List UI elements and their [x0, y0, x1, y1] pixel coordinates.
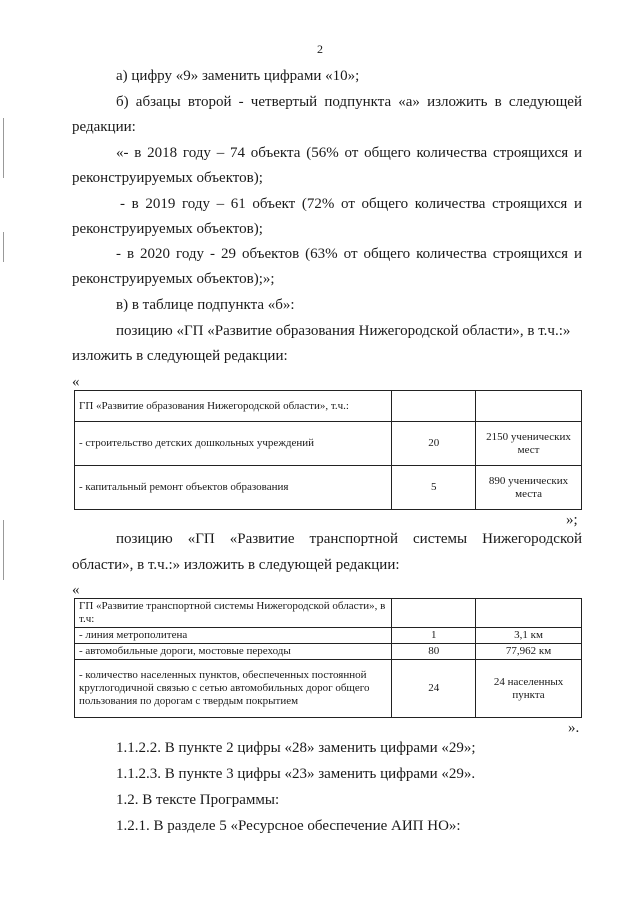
table-cell-unit: 890 ученических места [476, 466, 582, 510]
table2-open-quote: « [72, 582, 80, 598]
transport-table [74, 598, 582, 718]
table-row [75, 644, 582, 660]
table-cell-count: 20 [392, 422, 476, 466]
table-cell-unit: 77,962 км [476, 644, 582, 660]
table-cell-count: 80 [392, 644, 476, 660]
table-cell-count [392, 391, 476, 422]
table-cell-count: 5 [392, 466, 476, 510]
paragraph-a: а) цифру «9» заменить цифрами «10»; [116, 68, 360, 84]
paragraph-1-2-1: 1.2.1. В разделе 5 «Ресурсное обеспечение АИП НО»: [116, 818, 461, 834]
paragraph-edu-line2: изложить в следующей редакции: [72, 348, 288, 364]
table-row [75, 628, 582, 644]
paragraph-v: в) в таблице подпункта «б»: [116, 297, 295, 313]
table-cell-count: 1 [392, 628, 476, 644]
paragraph-2020-line2: реконструируемых объектов);»; [72, 271, 275, 287]
paragraph-b-line2: редакции: [72, 119, 136, 135]
education-table [74, 390, 582, 510]
table-row [75, 422, 582, 466]
scan-margin-mark [3, 118, 4, 178]
paragraph-1-1-2-3: 1.1.2.3. В пункте 3 цифры «23» заменить цифрами «29». [116, 766, 476, 782]
paragraph-1-2: 1.2. В тексте Программы: [116, 792, 280, 808]
paragraph-1-1-2-2: 1.1.2.2. В пункте 2 цифры «28» заменить цифрами «29»; [116, 740, 476, 756]
table-cell-name: - строительство детских дошкольных учреждений [75, 422, 392, 466]
table1-close-quote: »; [566, 512, 578, 528]
scan-margin-mark [3, 520, 4, 580]
page-number: 2 [317, 42, 323, 56]
table-row [75, 660, 582, 718]
paragraph-2018-line1: «- в 2018 году – 74 объекта (56% от общего количества строящихся и [116, 145, 582, 161]
table-cell-name: - количество населенных пунктов, обеспеченных постоянной круглогодичной связью с сетью автомобильных дорог общего пользования по дорогам с твердым покрытием [75, 660, 392, 718]
table-cell-name: ГП «Развитие транспортной системы Нижегородской области», в т.ч: [75, 599, 392, 628]
paragraph-2020-line1: - в 2020 году - 29 объектов (63% от общего количества строящихся и [116, 246, 582, 262]
table-cell-unit: 24 населенных пункта [476, 660, 582, 718]
table-row [75, 466, 582, 510]
table-cell-name: - автомобильные дороги, мостовые переходы [75, 644, 392, 660]
table-cell-unit [476, 599, 582, 628]
paragraph-2019-line2: реконструируемых объектов); [72, 221, 263, 237]
table-row [75, 391, 582, 422]
paragraph-transport-line1: позицию «ГП «Развитие транспортной системы Нижегородской [116, 531, 582, 547]
table-cell-unit: 2150 ученических мест [476, 422, 582, 466]
paragraph-2019-line1: - в 2019 году – 61 объект (72% от общего количества строящихся и [120, 196, 582, 212]
table-cell-name: ГП «Развитие образования Нижегородской области», т.ч.: [75, 391, 392, 422]
paragraph-edu-line1: позицию «ГП «Развитие образования Нижегородской области», в т.ч.:» [116, 323, 571, 339]
table-cell-unit: 3,1 км [476, 628, 582, 644]
table1-open-quote: « [72, 374, 80, 390]
table-cell-name: - капитальный ремонт объектов образования [75, 466, 392, 510]
paragraph-b-line1: б) абзацы второй - четвертый подпункта «а» изложить в следующей [116, 94, 582, 110]
table-row [75, 599, 582, 628]
table-cell-unit [476, 391, 582, 422]
table-cell-count: 24 [392, 660, 476, 718]
table-cell-count [392, 599, 476, 628]
table2-close-quote: ». [568, 720, 580, 736]
paragraph-transport-line2: области», в т.ч.:» изложить в следующей редакции: [72, 557, 400, 573]
scan-margin-mark [3, 232, 4, 262]
table-cell-name: - линия метрополитена [75, 628, 392, 644]
paragraph-2018-line2: реконструируемых объектов); [72, 170, 263, 186]
